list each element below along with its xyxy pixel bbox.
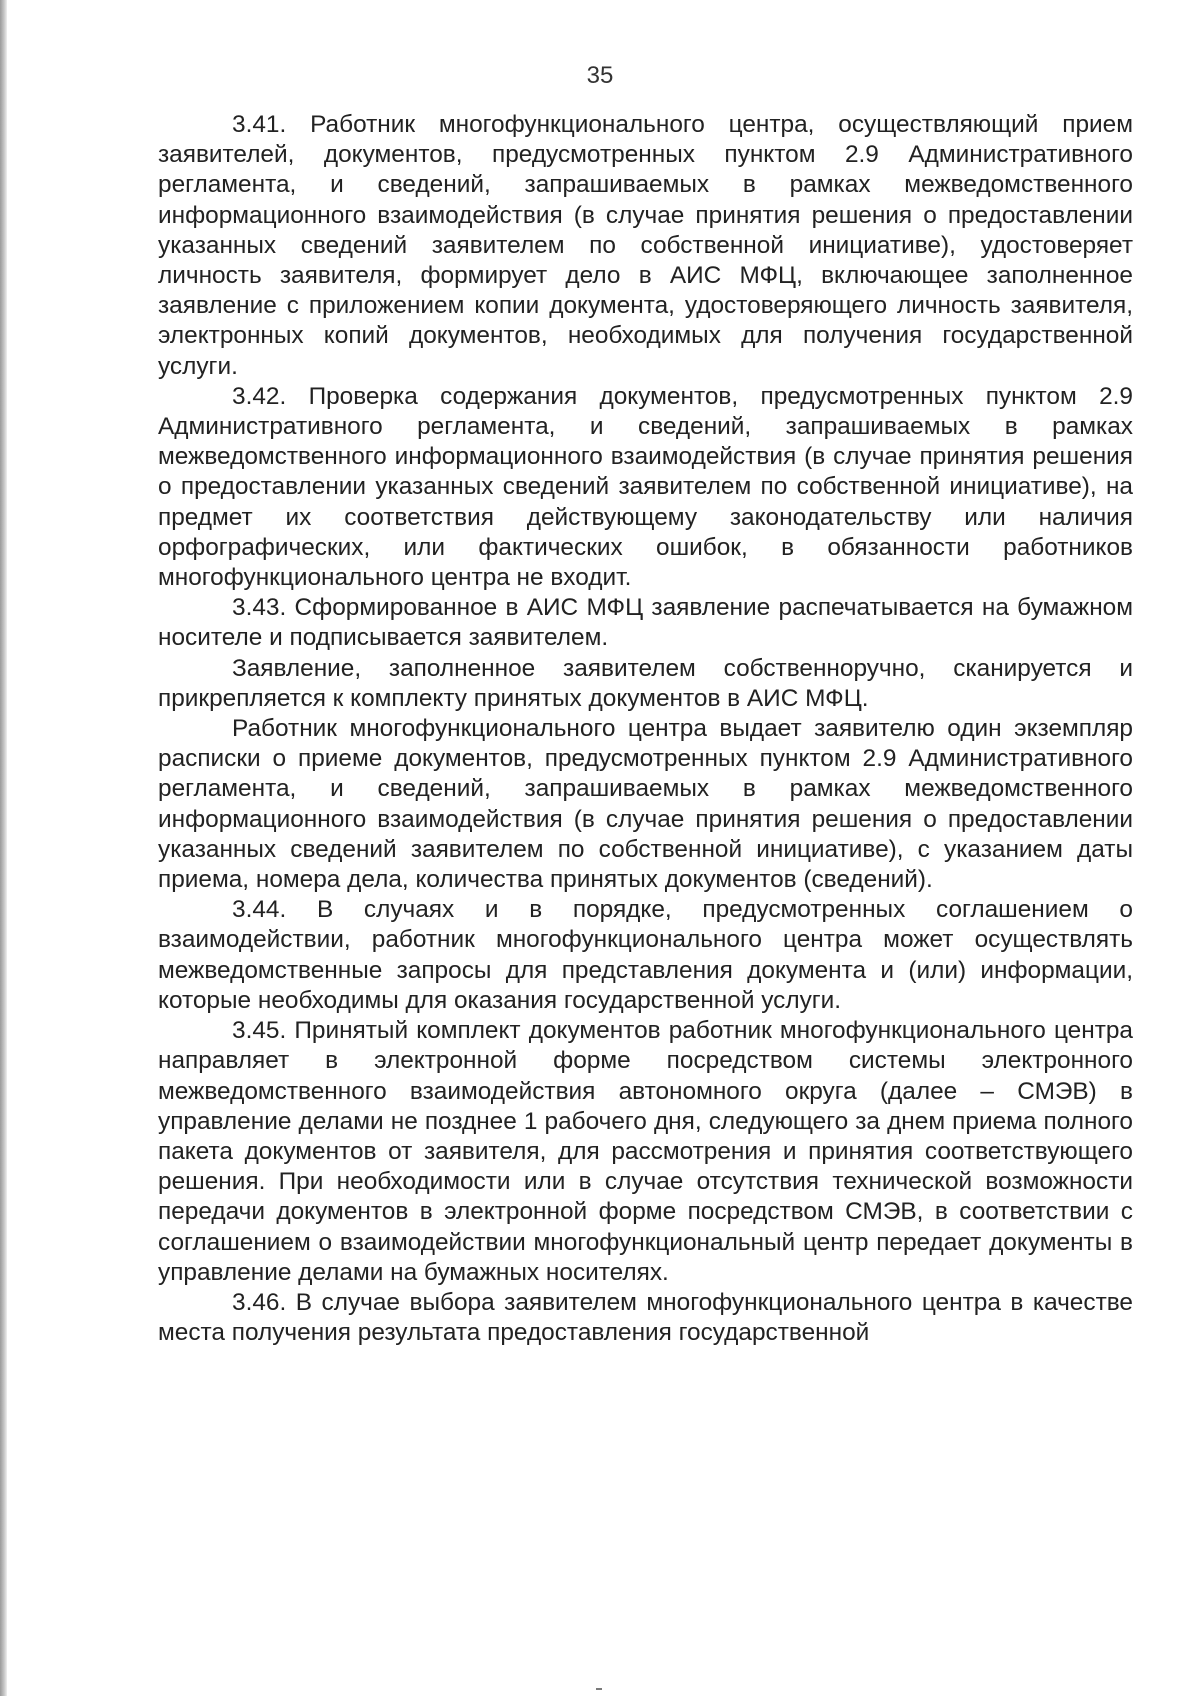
paragraph-3-45: 3.45. Принятый комплект документов работник многофункционального центра направляет в электронной форме посредством системы электронного межведомственного взаимодействия автономного округа (далее – СМЭВ) в управление делами не позднее 1 рабочего дня, следующего за днем приема полного пакета документов от заявителя, для рассмотрения и принятия соответствующего решения. При необходимости или в случае отсутствия технической возможности передачи документов в электронной форме посредством СМЭВ, в соответствии с соглашением о взаимодействии многофункциональный центр передает документы в управление делами на бумажных носителях. [158,1017,1133,1286]
page-body [158,110,1133,1348]
paragraph-3-42: 3.42. Проверка содержания документов, предусмотренных пунктом 2.9 Административного регламента, и сведений, запрашиваемых в рамках межведомственного информационного взаимодействия (в случае принятия решения о предоставлении указанных сведений заявителем по собственной инициативе), на предмет их соответствия действующему законодательству или наличия орфографических, или фактических ошибок, в обязанности работников многофункционального центра не входит. [158,382,1133,592]
page-number: 35 [586,62,614,89]
scan-speck [596,1688,602,1690]
paragraph-3-43: 3.43. Сформированное в АИС МФЦ заявление распечатывается на бумажном носителе и подписывается заявителем. [158,594,1133,652]
paragraph-receipt: Работник многофункционального центра выдает заявителю один экземпляр расписки о приеме документов, предусмотренных пунктом 2.9 Административного регламента, и сведений, запрашиваемых в рамках межведомственного информационного взаимодействия (в случае принятия решения о предоставлении указанных сведений заявителем по собственной инициативе), с указанием даты приема, номера дела, количества принятых документов (сведений). [158,715,1133,894]
paragraph-application-scan: Заявление, заполненное заявителем собственноручно, сканируется и прикрепляется к комплекту принятых документов в АИС МФЦ. [158,654,1133,712]
paragraph-3-46: 3.46. В случае выбора заявителем многофункционального центра в качестве места получения результата предоставления государственной [158,1288,1133,1347]
paragraph-3-41: 3.41. Работник многофункционального центра, осуществляющий прием заявителей, документов, предусмотренных пунктом 2.9 Административного регламента, и сведений, запрашиваемых в рамках межведомственного информационного взаимодействия (в случае принятия решения о предоставлении указанных сведений заявителем по собственной инициативе), удостоверяет личность заявителя, формирует дело в АИС МФЦ, включающее заполненное заявление с приложением копии документа, удостоверяющего личность заявителя, электронных копий документов, необходимых для получения государственной услуги. [158,111,1133,380]
paragraph-3-44: 3.44. В случаях и в порядке, предусмотренных соглашением о взаимодействии, работник многофункционального центра может осуществлять межведомственные запросы для представления документа и (или) информации, которые необходимы для оказания государственной услуги. [158,896,1133,1014]
